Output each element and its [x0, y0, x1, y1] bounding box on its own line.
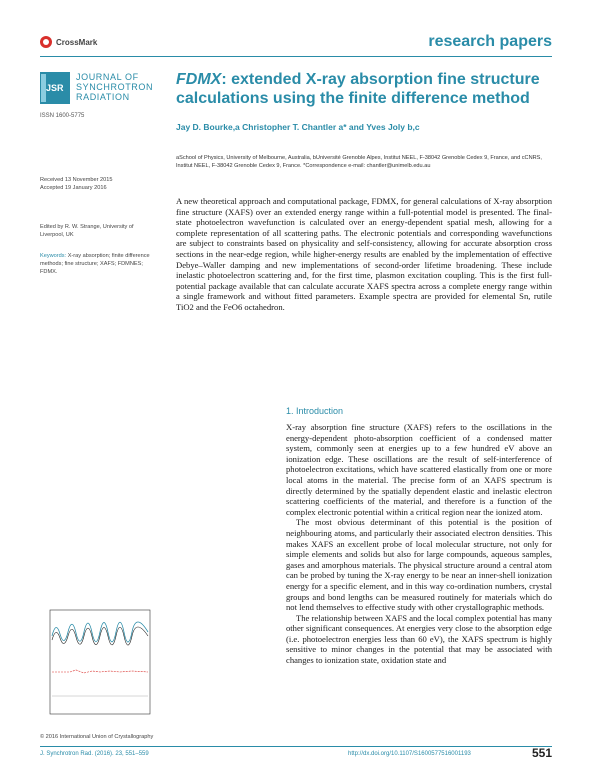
paragraph: The relationship between XAFS and the local complex potential has many other significant consequences. At energies very close to the absorption edge (i.e. photoelectron energies less than 60 eV), the XAFS spectrum is highly sensitive to minor changes in the potential that may be associated with changes to ionization state, oxidation state and: [286, 612, 552, 666]
editor-note: Edited by R. W. Strange, University of Liverpool, UK: [40, 224, 134, 238]
crossmark-icon: [40, 36, 52, 48]
logo-letters: JSR: [46, 83, 64, 93]
copyright: © 2016 International Union of Crystallography: [40, 734, 154, 740]
crossmark-label: CrossMark: [56, 37, 98, 47]
cover-figure: [40, 606, 154, 728]
dates: [40, 176, 152, 192]
citation: J. Synchrotron Rad. (2016). 23, 551–559: [40, 751, 149, 757]
accepted-date: Accepted 19 January 2016: [40, 185, 107, 191]
section-heading: 1. Introduction: [286, 406, 344, 416]
journal-name-line: RADIATION: [76, 92, 130, 102]
header-divider: [40, 56, 552, 57]
body-text: [286, 422, 552, 666]
page-number: 551: [531, 746, 552, 760]
abstract: A new theoretical approach and computational package, FDMX, for general calculations of X-ray absorption fine structure (XAFS) over an extended energy range within a full-potential model is presented. The final-state photoelectron wavefunction is calculated over an energy-dependent spatial mesh, allowing for a complete representation of all scattering paths. The electronic potentials and corresponding wavefunctions are subject to constraints based on physicality and self-consistency, allowing for accurate absorption cross sections in the near-edge region, while higher-energy results are enabled by the implementation of effective Debye–Waller damping and new implementations of second-order lifetime broadening. These include inelastic photoelectron scattering and, for the first time, plasmon excitation coupling. This is the first full-potential package available that can calculate accurate XAFS spectra across a complete energy range within a single framework and without fitted parameters. Example spectra are provided for elemental Sn, rutile TiO2 and the FeO6 octahedron.: [176, 196, 552, 312]
journal-name-line: JOURNAL OF: [76, 72, 139, 82]
issn: ISSN 1600-5775: [40, 113, 85, 119]
title-emphasis: FDMX: [176, 71, 222, 88]
journal-logo: [40, 72, 70, 104]
article-title: [176, 70, 556, 108]
journal-name: [76, 72, 153, 102]
paragraph: The most obvious determinant of this potential is the position of neighbouring atoms, and particularly their associated electron densities. This makes XAFS an excellent probe of local molecular structure, not only for simple elements and solids but also for large compounds, aqueous samples, gases and amorphous materials. The physical structure around a central atom can be probed by tuning the X-ray energy to be near an inner-shell ionization energy for a specific element, and in this way co-ordination numbers, crystal groups and bond lengths can be measured routinely for materials which do not lend themselves to effective study with other crystallographic methods.: [286, 517, 552, 613]
title-rest: : extended X-ray absorption fine structure calculations using the finite difference method: [176, 71, 540, 107]
paragraph: X-ray absorption fine structure (XAFS) refers to the oscillations in the energy-dependent photo-absorption coefficient of a condensed matter system, commonly seen at energies up to a few hundred eV above an ionization edge. These oscillations are the result of self-interference of photoelectron excitations, which have scattered elastically from one or more local atoms in the material. The precise form of an XAFS spectrum is directly determined by the spatially dependent elastic and inelastic electron scattering coefficients of the material, and therefore is a function of the complex electronic potential within a critical region near the ionized atom.: [286, 422, 552, 517]
journal-name-line: SYNCHROTRON: [76, 82, 154, 92]
keywords-label: Keywords:: [40, 253, 67, 259]
received-date: Received 13 November 2015: [40, 177, 113, 183]
keywords-text: X-ray absorption; finite difference methods; fine structure; XAFS; FDMNES; FDMX.: [40, 253, 150, 275]
author-list: Jay D. Bourke,a Christopher T. Chantler a* and Yves Joly b,c: [176, 122, 420, 132]
doi-link[interactable]: http://dx.doi.org/10.1107/S1600577516001193: [348, 751, 471, 757]
figure-background: [40, 606, 154, 728]
section-label: research papers: [428, 33, 552, 50]
crossmark-badge[interactable]: [40, 36, 97, 48]
footer-divider: [40, 746, 552, 747]
keywords: [40, 252, 152, 276]
affiliations: aSchool of Physics, University of Melbourne, Australia, bUniversité Grenoble Alpes, Institut NEEL, F-38042 Grenoble Cedex 9, France, and cCNRS, Institut NEEL, F-38042 Grenoble Cedex 9, France. *Correspondence e-mail: chantler@unimelb.edu.au: [176, 155, 542, 169]
